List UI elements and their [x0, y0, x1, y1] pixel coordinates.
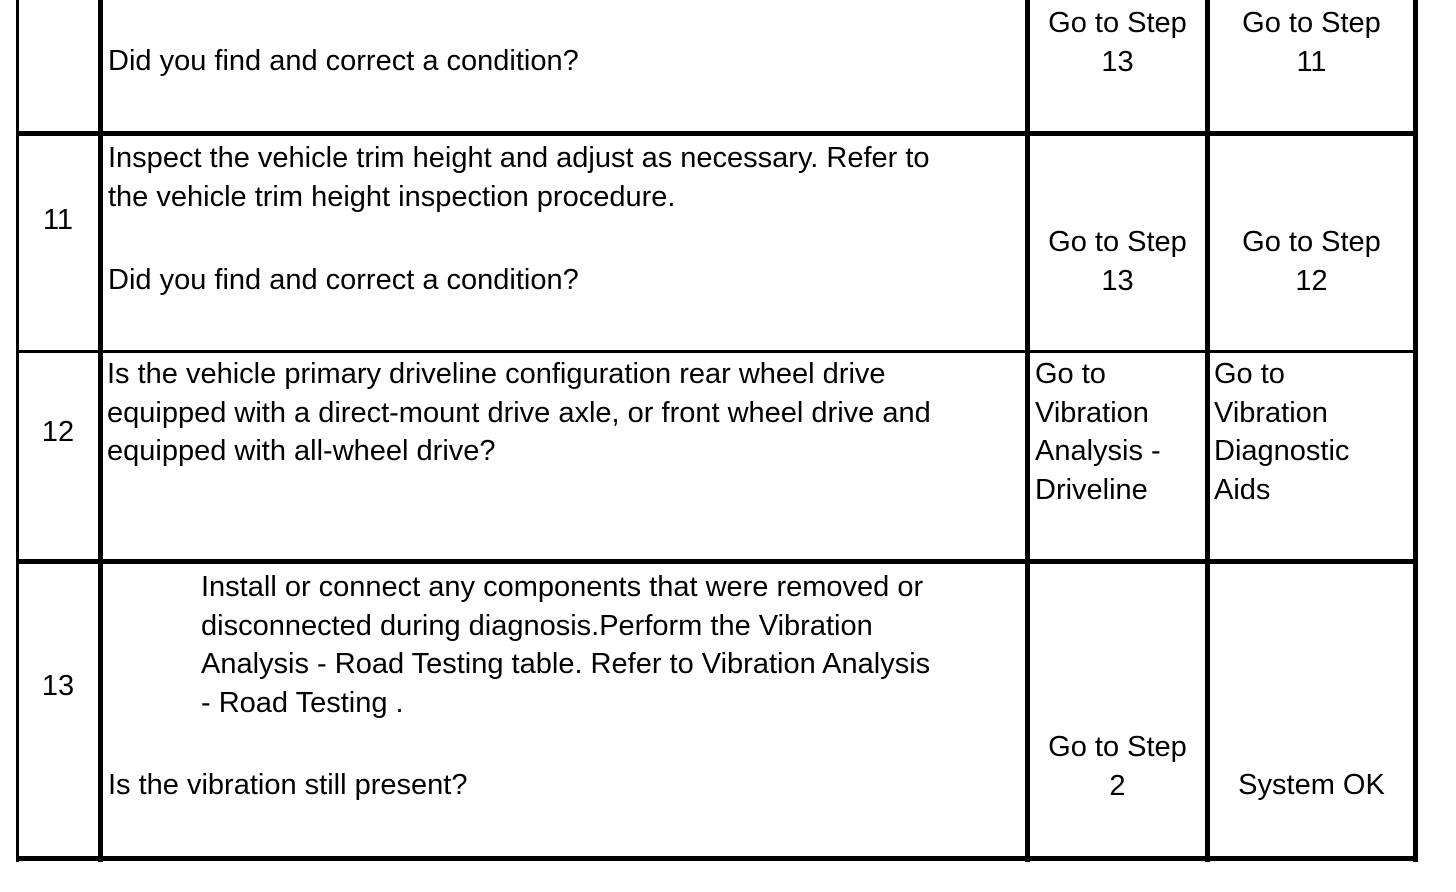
question-text: Is the vibration still present?: [108, 769, 468, 801]
row-divider: [16, 559, 1418, 564]
column-divider-yes: [1205, 0, 1210, 862]
table-border-bottom: [16, 856, 1418, 861]
question-text: Did you find and correct a condition?: [108, 264, 579, 296]
step-number: 12: [41, 416, 75, 448]
no-action: Go to Step 11: [1242, 7, 1381, 78]
no-action: Go to Step 12: [1242, 226, 1381, 297]
yes-action: Go to Step 13: [1048, 226, 1187, 297]
no-action: Go to Vibration Diagnostic Aids: [1214, 358, 1350, 506]
diagnostic-table: [16, 0, 1420, 862]
table-border-right: [1413, 0, 1418, 862]
action-text: Install or connect any components that were removed or disconnected during diagnosis.Perform the Vibration Analysis - Road Testing table. Refer to Vibration Analysis - Road Testing .: [201, 571, 931, 719]
question-text: Did you find and correct a condition?: [108, 45, 579, 77]
action-text: Inspect the vehicle trim height and adjust as necessary. Refer to the vehicle trim height inspection procedure.: [108, 142, 930, 213]
yes-action: Go to Step 2: [1048, 731, 1187, 802]
yes-action: Go to Step 13: [1048, 7, 1187, 78]
step-number: 13: [41, 670, 75, 702]
yes-action: Go to Vibration Analysis - Driveline: [1035, 358, 1161, 506]
step-number: 11: [42, 204, 74, 236]
no-action: System OK: [1238, 769, 1385, 801]
row-divider: [16, 131, 1418, 136]
question-text: Is the vehicle primary driveline configuration rear wheel drive equipped with a direct-mount drive axle, or front wheel drive and equipped with all-wheel drive?: [107, 358, 931, 467]
row-divider: [16, 350, 1418, 353]
